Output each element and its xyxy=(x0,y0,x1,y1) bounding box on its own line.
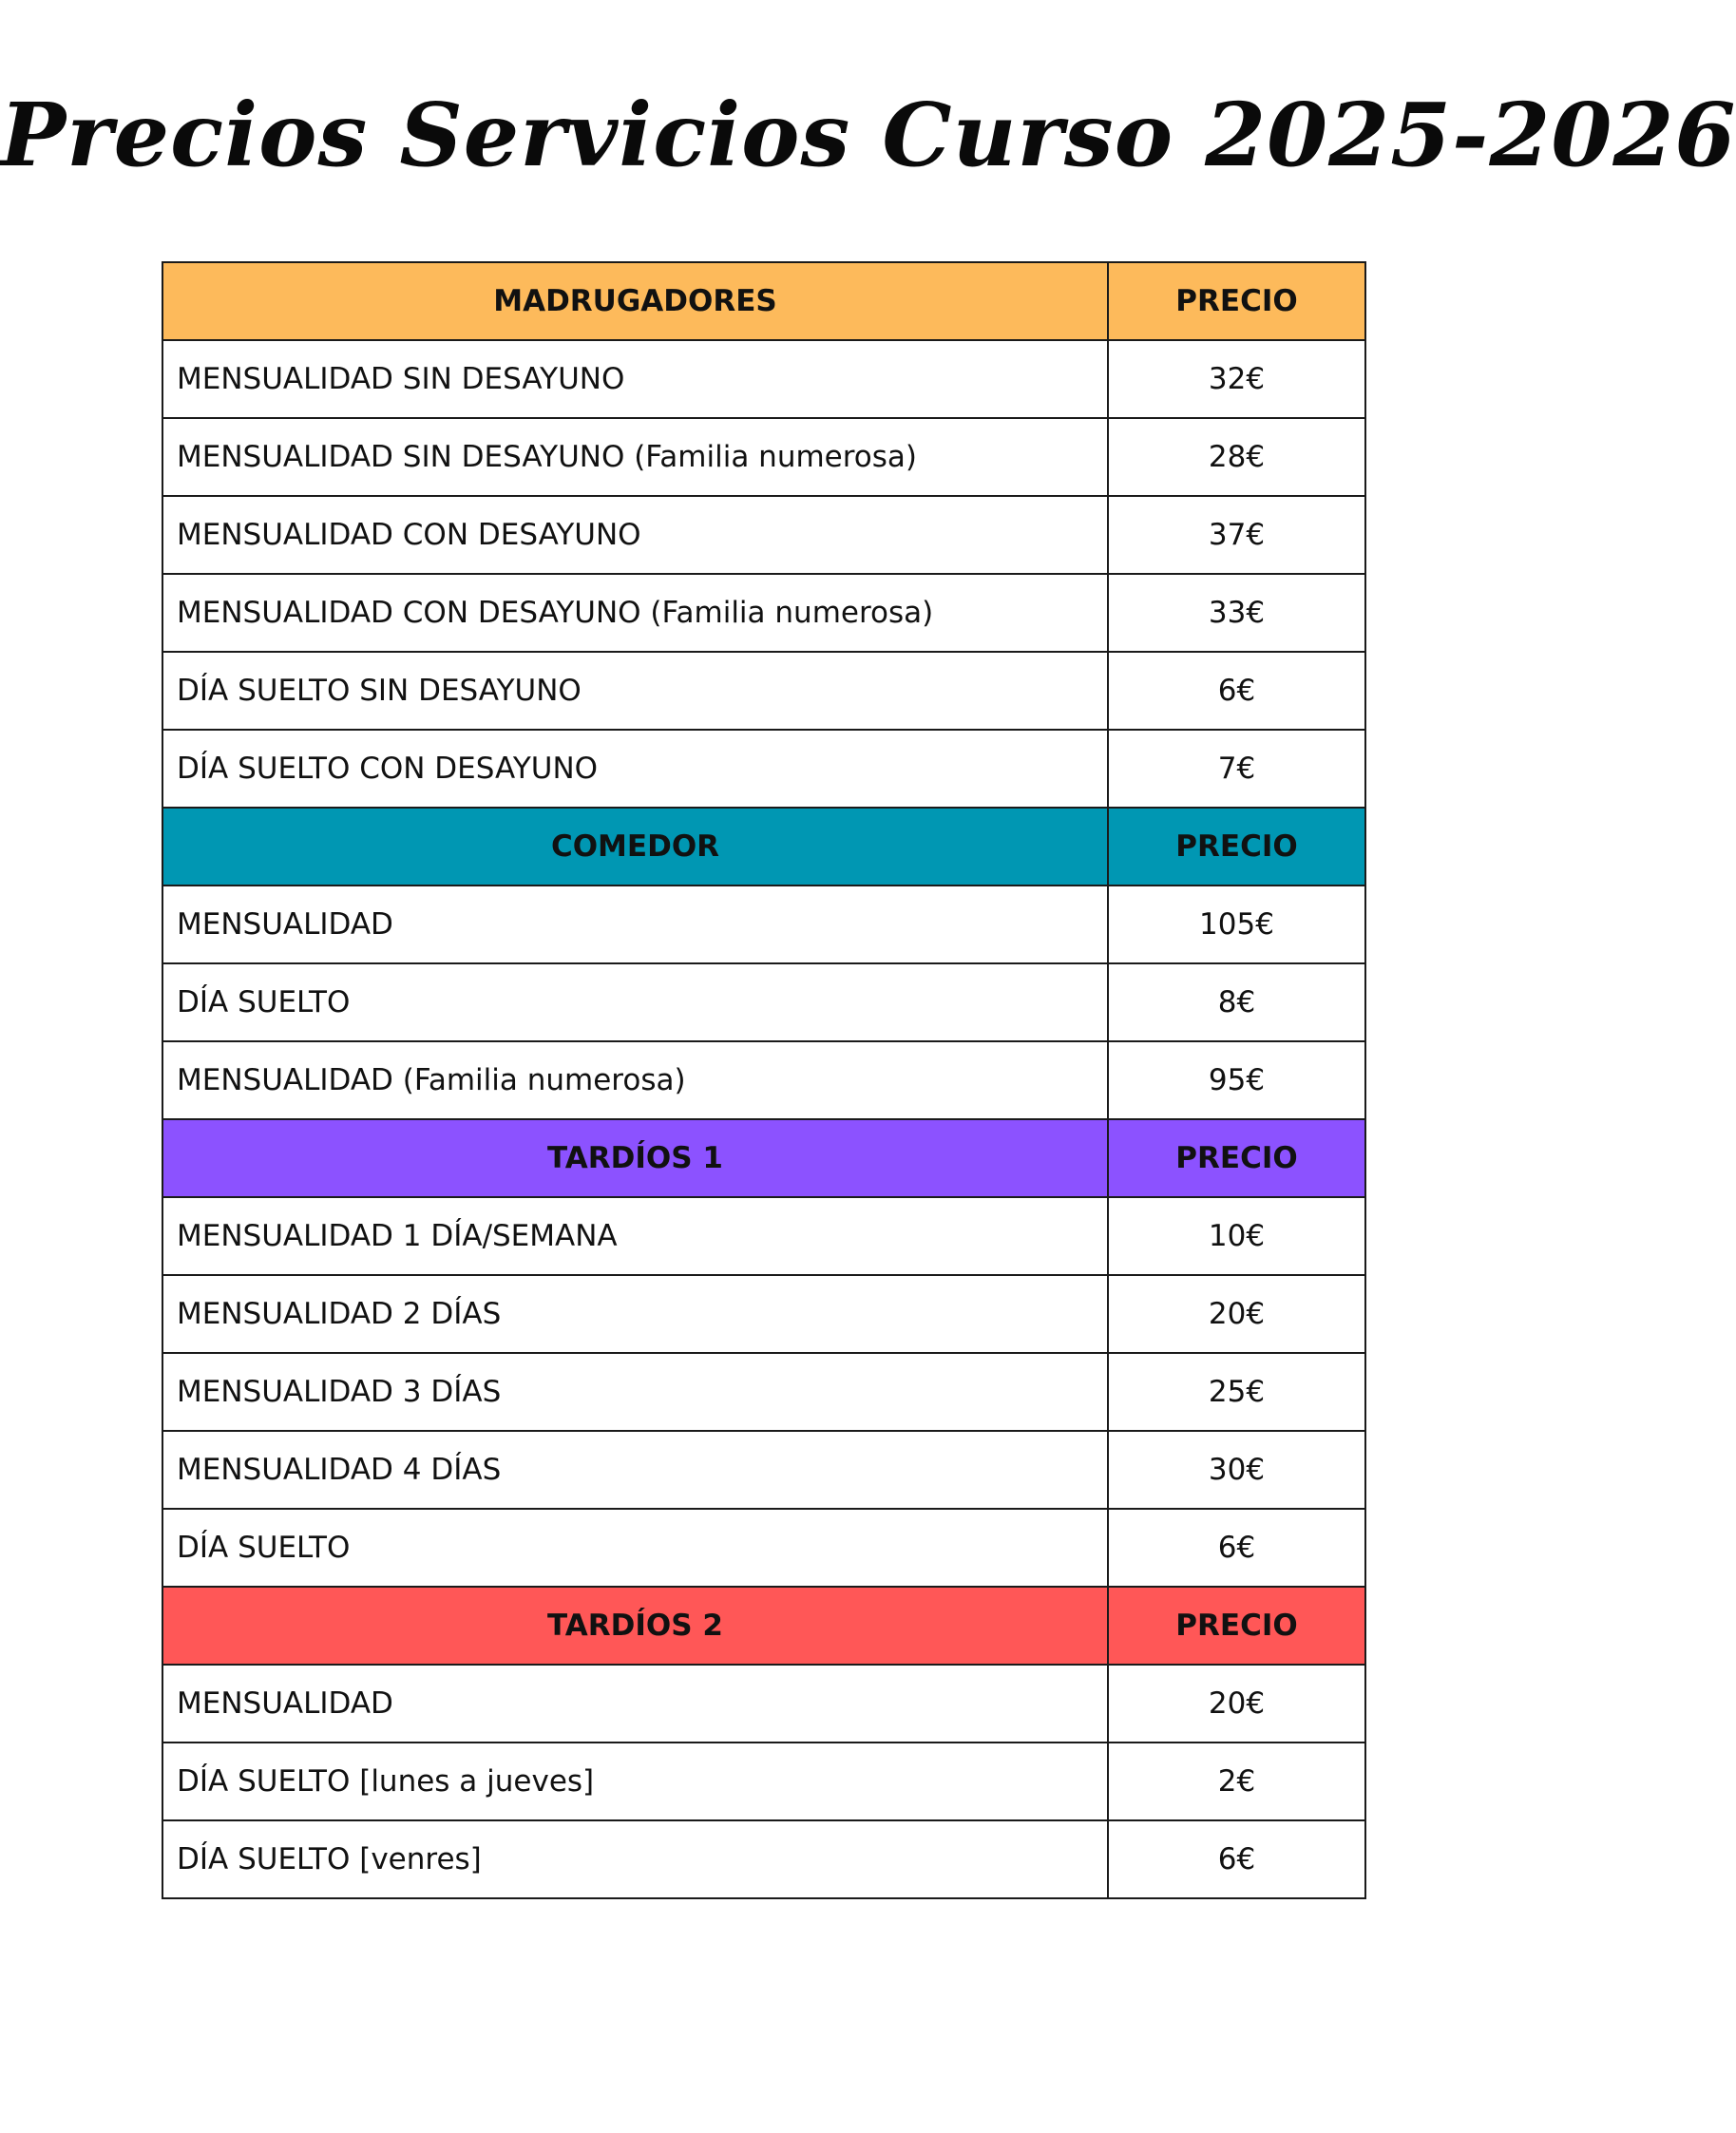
section-title: COMEDOR xyxy=(162,808,1108,886)
service-price: 7€ xyxy=(1108,730,1365,808)
service-label: MENSUALIDAD SIN DESAYUNO (Familia numerosa) xyxy=(162,418,1108,496)
table-row xyxy=(162,1509,1365,1587)
service-price: 6€ xyxy=(1108,1509,1365,1587)
service-label: DÍA SUELTO [venres] xyxy=(162,1820,1108,1898)
service-price: 105€ xyxy=(1108,886,1365,963)
price-column-header: PRECIO xyxy=(1108,262,1365,340)
service-price: 2€ xyxy=(1108,1743,1365,1820)
price-table xyxy=(162,261,1366,1899)
service-label: DÍA SUELTO CON DESAYUNO xyxy=(162,730,1108,808)
service-label: MENSUALIDAD xyxy=(162,886,1108,963)
service-label: MENSUALIDAD CON DESAYUNO xyxy=(162,496,1108,574)
service-price: 6€ xyxy=(1108,652,1365,730)
section-title: TARDÍOS 1 xyxy=(162,1119,1108,1197)
table-row xyxy=(162,1353,1365,1431)
table-row xyxy=(162,1743,1365,1820)
service-price: 20€ xyxy=(1108,1665,1365,1743)
service-label: MENSUALIDAD 3 DÍAS xyxy=(162,1353,1108,1431)
table-row xyxy=(162,652,1365,730)
service-price: 28€ xyxy=(1108,418,1365,496)
service-label: DÍA SUELTO xyxy=(162,1509,1108,1587)
section-header-tardios-1 xyxy=(162,1119,1365,1197)
price-column-header: PRECIO xyxy=(1108,1119,1365,1197)
service-price: 8€ xyxy=(1108,963,1365,1041)
service-price: 25€ xyxy=(1108,1353,1365,1431)
service-label: DÍA SUELTO [lunes a jueves] xyxy=(162,1743,1108,1820)
section-header-tardios-2 xyxy=(162,1587,1365,1665)
service-label: DÍA SUELTO SIN DESAYUNO xyxy=(162,652,1108,730)
service-label: MENSUALIDAD 4 DÍAS xyxy=(162,1431,1108,1509)
table-row xyxy=(162,496,1365,574)
service-label: DÍA SUELTO xyxy=(162,963,1108,1041)
service-label: MENSUALIDAD CON DESAYUNO (Familia numerosa) xyxy=(162,574,1108,652)
table-row xyxy=(162,1197,1365,1275)
table-row xyxy=(162,1665,1365,1743)
service-label: MENSUALIDAD (Familia numerosa) xyxy=(162,1041,1108,1119)
service-price: 33€ xyxy=(1108,574,1365,652)
table-row xyxy=(162,1275,1365,1353)
service-label: MENSUALIDAD SIN DESAYUNO xyxy=(162,340,1108,418)
table-row xyxy=(162,574,1365,652)
service-label: MENSUALIDAD xyxy=(162,1665,1108,1743)
service-price: 32€ xyxy=(1108,340,1365,418)
table-row xyxy=(162,886,1365,963)
section-title: MADRUGADORES xyxy=(162,262,1108,340)
service-price: 95€ xyxy=(1108,1041,1365,1119)
section-header-madrugadores xyxy=(162,262,1365,340)
service-price: 20€ xyxy=(1108,1275,1365,1353)
table-row xyxy=(162,418,1365,496)
table-row xyxy=(162,1820,1365,1898)
table-row xyxy=(162,1041,1365,1119)
table-row xyxy=(162,340,1365,418)
service-price: 10€ xyxy=(1108,1197,1365,1275)
service-label: MENSUALIDAD 2 DÍAS xyxy=(162,1275,1108,1353)
table-row xyxy=(162,730,1365,808)
page-title: Precios Servicios Curso 2025-2026 xyxy=(0,84,1736,186)
price-column-header: PRECIO xyxy=(1108,1587,1365,1665)
service-price: 30€ xyxy=(1108,1431,1365,1509)
service-price: 6€ xyxy=(1108,1820,1365,1898)
price-column-header: PRECIO xyxy=(1108,808,1365,886)
section-title: TARDÍOS 2 xyxy=(162,1587,1108,1665)
service-label: MENSUALIDAD 1 DÍA/SEMANA xyxy=(162,1197,1108,1275)
section-header-comedor xyxy=(162,808,1365,886)
table-row xyxy=(162,1431,1365,1509)
price-table-body xyxy=(162,262,1365,1898)
service-price: 37€ xyxy=(1108,496,1365,574)
table-row xyxy=(162,963,1365,1041)
